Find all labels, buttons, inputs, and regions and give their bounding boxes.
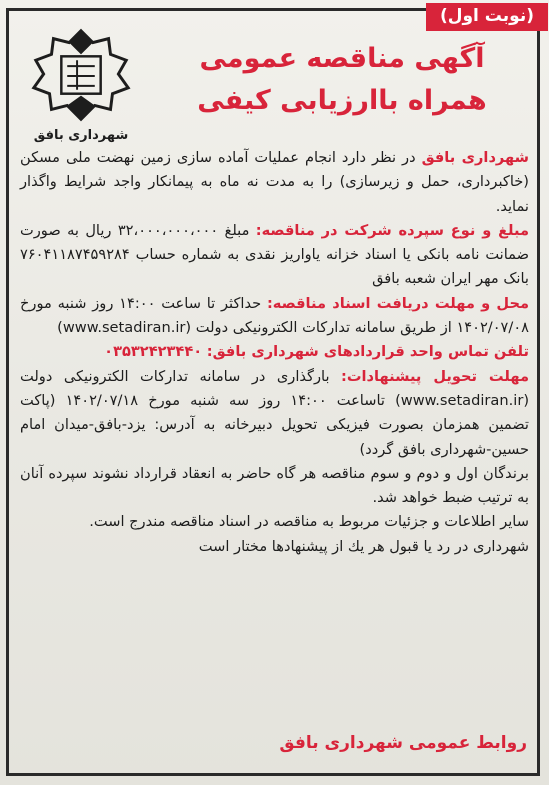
municipality-logo: [16, 26, 146, 154]
submission-label: مهلت تحویل پیشنهادات:: [341, 367, 529, 385]
intro-paragraph: [20, 146, 529, 219]
first-publication-badge: (نوبت اول): [426, 3, 548, 31]
phone-paragraph: [20, 340, 529, 364]
title-line-2: همراه باارزیابی کیفی: [197, 85, 487, 116]
documents-text: حداکثر تا ساعت ۱۴:۰۰ روز شنبه مورخ ۱۴۰۲/۰۷/۰۸ از طریق سامانه تدارکات الکترونیکی دولت: [20, 294, 529, 337]
intro-text: در نظر دارد انجام عملیات آماده سازی زمین نهضت ملی مسکن (خاکبرداری، حمل و زیرسازی) را به مدت نه ماه به پیمانکار واجد شرایط واگذار نماید.: [20, 149, 529, 215]
rights-paragraph: شهرداری در رد یا قبول هر یك از پیشنهادها مختار است: [198, 537, 529, 555]
submission-paragraph: [20, 365, 529, 462]
deposit-text: مبلغ ۳۲،۰۰۰،۰۰۰،۰۰۰ ریال به صورت ضمانت نامه بانکی یا اسناد خزانه یاواریز نقدی به شماره حساب ۷۶۰۴۱۱۸۷۴۵۹۲۸۴ بانک مهر ایران شعبه بافق: [20, 221, 529, 288]
documents-url: (www.setadiran.ir): [57, 319, 192, 337]
submission-text-2: تاساعت ۱۴:۰۰ روز سه شنبه مورخ ۱۴۰۲/۰۷/۱۸ (پاکت تضمین همزمان بصورت فیزیکی تحویل دبیرخانه به آدرس: یزد-بافق-میدان امام حسین-شهرداری بافق گردد): [20, 391, 529, 458]
ad-title: [157, 38, 527, 122]
logo-caption: شهرداری بافق: [33, 128, 129, 143]
deposit-label: مبلغ و نوع سپرده شرکت در مناقصه:: [255, 221, 529, 239]
municipality-emblem-icon: [22, 26, 140, 126]
submission-text-1: بارگذاری در سامانه تدارکات الکترونیکی دولت: [20, 367, 342, 385]
deposit-paragraph: [20, 219, 529, 292]
documents-paragraph: [20, 292, 529, 341]
winners-paragraph: برندگان اول و دوم و سوم مناقصه هر گاه حاضر به انعقاد قرارداد نشوند سپرده آنان به ترتیب ضبط خواهد شد.: [20, 464, 529, 507]
documents-label: محل و مهلت دریافت اسناد مناقصه:: [266, 294, 529, 312]
title-line-1: آگهی مناقصه عمومی: [199, 43, 485, 74]
phone-label: تلفن تماس واحد قراردادهای شهرداری بافق:: [206, 343, 529, 361]
phone-number: ۰۳۵۳۲۴۲۳۴۴۰: [104, 343, 203, 361]
footer-signature: روابط عمومی شهرداری بافق: [279, 733, 527, 753]
submission-url: (www.setadiran.ir): [395, 391, 530, 409]
ad-body: [20, 146, 529, 559]
intro-label: شهرداری بافق: [421, 149, 529, 166]
info-paragraph: سایر اطلاعات و جزئیات مربوط به مناقصه در اسناد مناقصه مندرج است.: [89, 513, 529, 531]
